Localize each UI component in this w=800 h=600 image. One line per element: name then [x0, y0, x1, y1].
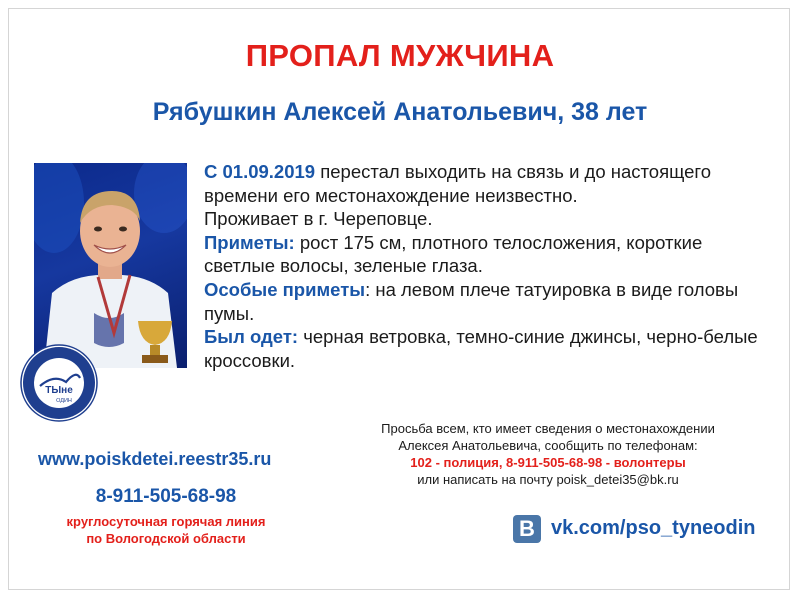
person-description — [204, 160, 764, 372]
date-label: С 01.09.2019 — [204, 161, 316, 182]
clothes-text: черная ветровка, темно-синие джинсы, черно-белые кроссовки. — [204, 326, 758, 371]
contact-request — [318, 420, 778, 488]
request-line-1: Просьба всем, кто имеет сведения о местонахождении — [381, 421, 715, 436]
special-features-label: Особые приметы — [204, 278, 366, 300]
vk-link[interactable]: vk.com/pso_tyneodin — [551, 517, 756, 539]
missing-person-name: Рябушкин Алексей Анатольевич, 38 лет — [152, 98, 648, 126]
clothes-label: Был одет: — [204, 326, 299, 348]
clothes-paragraph — [204, 325, 764, 372]
special-features-text: : на левом плече татуировка в виде головы пумы. — [204, 278, 739, 324]
features-paragraph — [204, 231, 764, 278]
request-phones: 102 - полиция, 8-911-505-68-98 - волонтеры — [410, 455, 686, 470]
poster-headline: ПРОПАЛ МУЖЧИНА — [245, 38, 555, 73]
hotline-caption-line-2: по Вологодской области — [86, 531, 246, 546]
request-email: или написать на почту poisk_detei35@bk.ru — [417, 472, 679, 487]
hotline-phone: 8-911-505-68-98 — [95, 486, 237, 507]
features-label: Приметы: — [204, 231, 295, 253]
request-line-2: Алексея Анатольевича, сообщить по телефонам: — [398, 438, 698, 453]
hotline-caption-line-1: круглосуточная горячая линия — [66, 514, 266, 529]
logo-small-text: ОДИН — [56, 398, 72, 404]
hotline-caption — [34, 513, 298, 547]
missing-person-photo — [34, 163, 187, 368]
features-text: рост 175 см, плотного телосложения, короткие светлые волосы, зеленые глаза. — [204, 231, 703, 277]
date-text: перестал выходить на связь и до настоящего времени его местонахождение неизвестно. — [204, 161, 712, 206]
residence-paragraph: Проживает в г. Череповце. — [204, 208, 433, 230]
vk-icon: B — [513, 515, 541, 543]
volunteer-organization-logo — [20, 344, 98, 422]
special-features-paragraph — [204, 278, 764, 325]
disappearance-paragraph — [204, 160, 764, 207]
website-link[interactable]: www.poiskdetei.reestr35.ru — [38, 449, 272, 469]
logo-text: ТЫне — [45, 385, 73, 396]
